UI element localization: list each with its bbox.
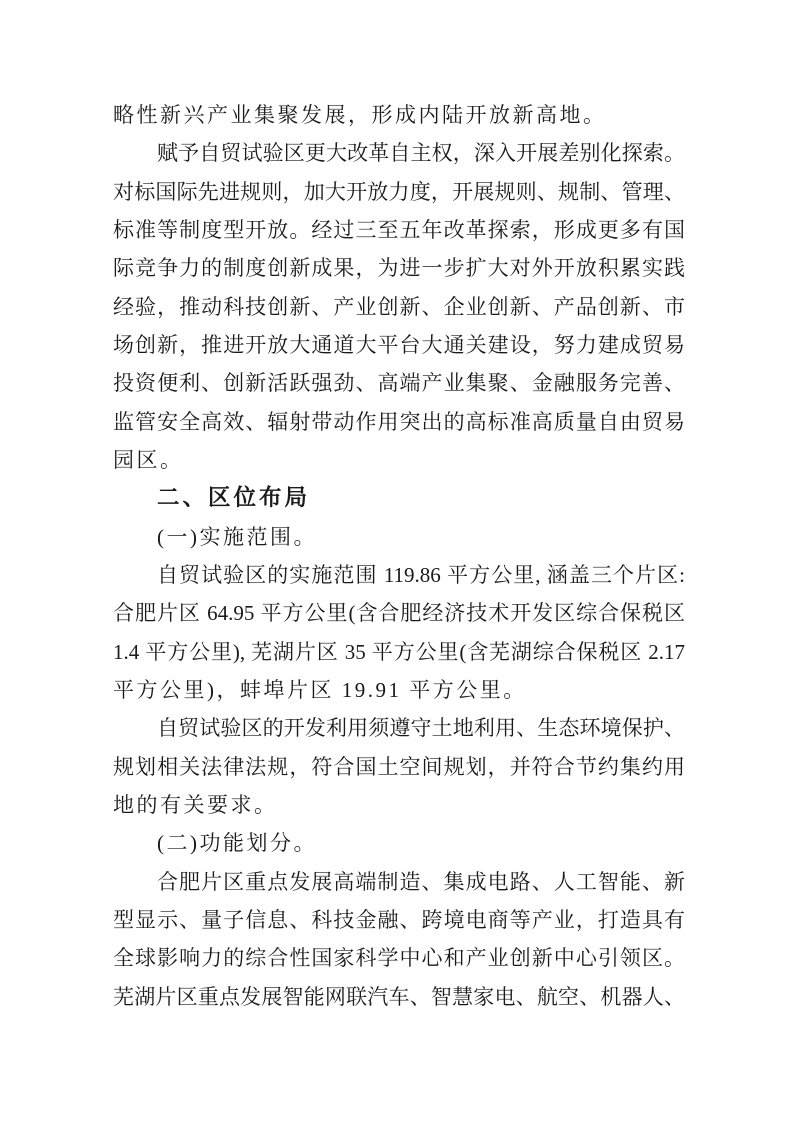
text-line: 自贸试验区的实施范围 119.86 平方公里, 涵盖三个片区:: [157, 562, 685, 587]
text-line: 园区。: [113, 447, 184, 472]
text-line: 赋予自贸试验区更大改革自主权，深入开展差别化探索。: [157, 141, 685, 166]
text-line: 规划相关法律法规，符合国土空间规划，并符合节约集约用: [113, 754, 685, 779]
subsection-heading: (一)实施范围。: [157, 524, 317, 549]
text-line: 际竞争力的制度创新成果，为进一步扩大对外开放积累实践: [113, 256, 685, 281]
text-line: 场创新，推进开放大通道大平台大通关建设，努力建成贸易: [113, 332, 685, 357]
text-line: 平方公里)，蚌埠片区 19.91 平方公里。: [113, 677, 527, 702]
text-line: 全球影响力的综合性国家科学中心和产业创新中心引领区。: [113, 946, 685, 971]
text-line: 略性新兴产业集聚发展，形成内陆开放新高地。: [113, 103, 607, 127]
text-line: 芜湖片区重点发展智能网联汽车、智慧家电、航空、机器人、: [113, 984, 685, 1009]
section-heading: 二、区位布局: [157, 485, 311, 511]
text-line: 1.4 平方公里), 芜湖片区 35 平方公里(含芜湖综合保税区 2.17: [113, 639, 685, 664]
text-line: 地的有关要求。: [113, 792, 278, 817]
text-line: 对标国际先进规则，加大开放力度，开展规则、规制、管理、: [113, 179, 685, 204]
text-line: 标准等制度型开放。经过三至五年改革探索，形成更多有国: [113, 217, 685, 242]
subsection-heading: (二)功能划分。: [157, 831, 317, 856]
text-line: 经验，推动科技创新、产业创新、企业创新、产品创新、市: [113, 294, 685, 319]
text-block: [113, 96, 685, 1016]
text-line: 合肥片区 64.95 平方公里(含合肥经济技术开发区综合保税区: [113, 601, 685, 626]
text-line: 合肥片区重点发展高端制造、集成电路、人工智能、新: [157, 869, 685, 894]
text-line: 自贸试验区的开发利用须遵守土地利用、生态环境保护、: [157, 716, 685, 741]
text-line: 投资便利、创新活跃强劲、高端产业集聚、金融服务完善、: [113, 371, 685, 396]
text-line: 监管安全高效、辐射带动作用突出的高标准高质量自由贸易: [113, 409, 685, 434]
text-line: 型显示、量子信息、科技金融、跨境电商等产业，打造具有: [113, 907, 685, 932]
